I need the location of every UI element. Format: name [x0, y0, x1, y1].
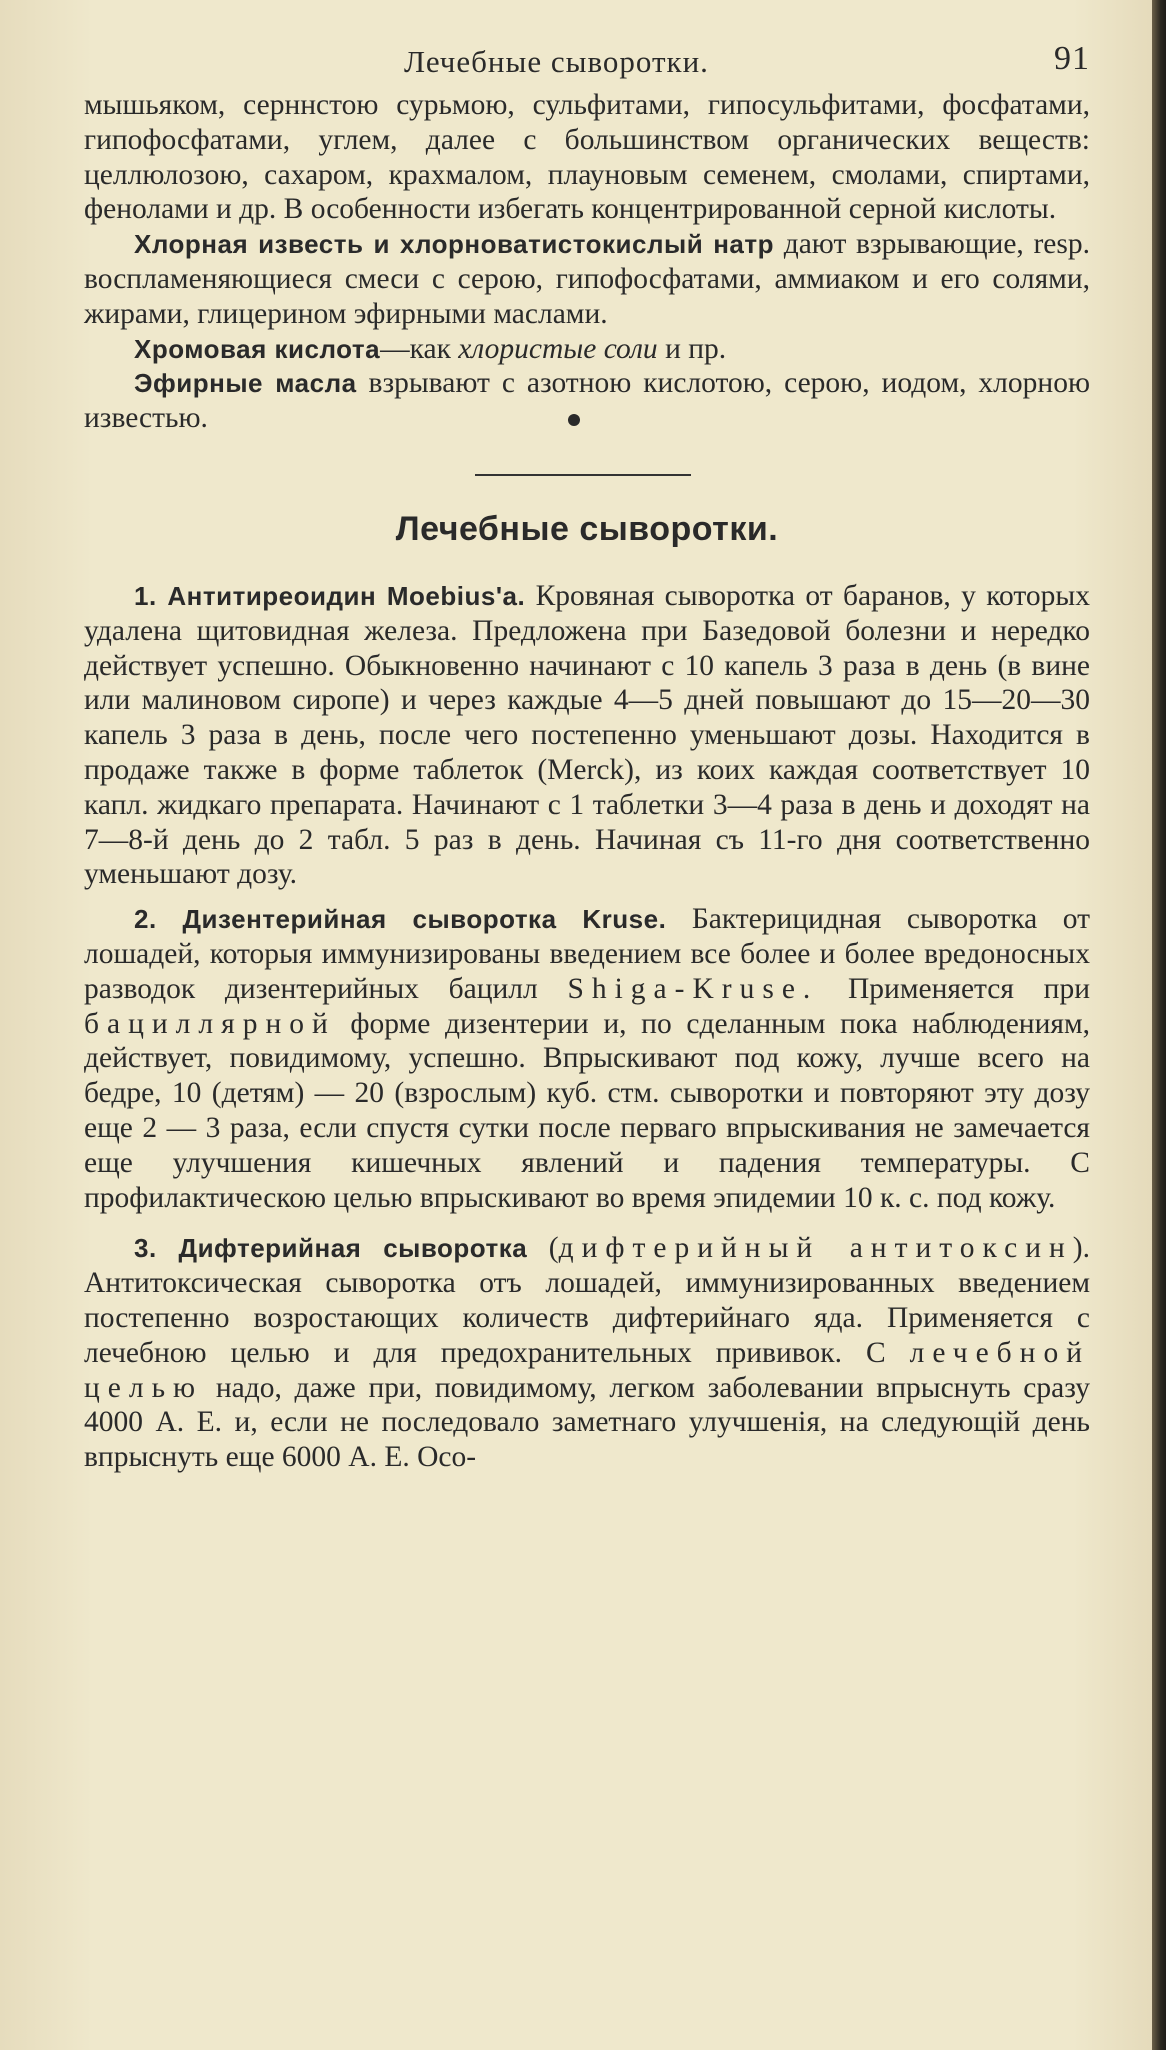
entry-antithyreoidin	[84, 579, 1090, 892]
paragraph-text: и пр.	[657, 332, 727, 365]
spaced-term: бациллярной	[84, 1007, 336, 1040]
paragraph-continuation: мышьяком, серннстою сурьмою, сульфитами, гипосульфитами, фосфатами, гипофосфатами, углем, далее с большинством органических веществ: целлюлозою, сахаром, крахмалом, плауновым семенем, смолами, спиртами, фенолами и др. В особенности избегать концентрированной серной кислоты.	[84, 89, 1090, 226]
entry-text: форме дизентерии и, по сделанным пока наблюдениям, действует, повидимому, успешно. Впрыскивают под кожу, лучше всего на бедре, 10 (детям) — 20 (взрослым) куб. стм. сыворотки и повторяют эту дозу еще 2 — 3 раза, если спустя сутки после перваго впрыскивания не замечается еще улучшения кишечных явлений и падения температуры. С профилактическою целью впрыскивают во время эпидемии 10 к. с. под кожу.	[84, 1007, 1090, 1214]
paragraph-text: взрывают с азотною кислотою, серою, иодом, хлорною известью.	[84, 367, 1090, 435]
entry-text: Кровяная сыворотка от баранов, у которых удалена щитовидная железа. Предложена при Базедовой болезни и нередко действует успешно. Обыкновенно начинают с 10 капель 3 раза в день (в вине или малиновом сиропе) и через каждые 4—5 дней повышают до 15—20—30 капель 3 раза в день, после чего постепенно уменьшают дозы. Находится в продаже также в форме таблеток (Merck), из коих каждая соответствует 10 капл. жидкаго препарата. Начинают с 1 таблетки 3—4 раза в день и доходят на 7—8-й день до 2 табл. 5 раз в день. Начиная съ 11-го дня соответственно уменьшают дозу.	[84, 579, 1090, 891]
spacer	[84, 892, 1090, 902]
entry-text: ). Антитоксическая сыворотка отъ лошадей, иммунизированных введением постепенно возростающих количеств дифтерийнаго яда. Применяется с лечебною целью и для предохранительных прививок. С	[84, 1232, 1090, 1369]
italic-reference: хлористые соли	[458, 332, 658, 365]
entry-text: Бактерицидная сыворотка от лошадей, которыя иммунизированы введением все более и более вредоносных разводок дизентерийных бацилл	[84, 903, 1090, 1005]
page-content	[84, 38, 1090, 1475]
term-heading: Хромовая кислота	[134, 333, 381, 364]
entry-heading: 3. Дифтерийная сыворотка	[134, 1233, 528, 1264]
entry-text: (	[527, 1232, 559, 1265]
entry-heading: 2. Дизентерийная сыворотка Kruse.	[134, 904, 667, 935]
page-edge-shadow	[1152, 0, 1166, 2050]
paragraph-text: —как	[380, 332, 459, 365]
running-title: Лечебные сыворотки.	[404, 44, 709, 79]
section-title: Лечебные сыворотки.	[395, 509, 779, 548]
spaced-term: лечебной целью	[84, 1336, 1090, 1404]
paragraph-text: дают взрывающие, resp. воспламеняющиеся смеси с серою, гипофосфатами, аммиаком и его солями, жирами, глицерином эфирными маслами.	[84, 228, 1091, 330]
paragraph-chromic-acid	[84, 332, 1090, 367]
entry-dysentery-serum	[84, 902, 1090, 1215]
term-heading: Эфирные масла	[134, 368, 357, 399]
paragraph-essential-oils	[84, 366, 1090, 436]
entry-heading: 1. Антитиреоидин Moebius'a.	[134, 580, 526, 611]
section-divider	[475, 474, 691, 476]
entry-text: Применяется при	[818, 972, 1090, 1005]
spaced-term: Shiga-Kruse.	[567, 972, 819, 1005]
paragraph-chlorine-lime	[84, 227, 1090, 331]
ink-dot	[568, 414, 580, 426]
spacer	[84, 1215, 1090, 1231]
spaced-term: дифтерийный антитоксин	[558, 1232, 1073, 1265]
page-number: 91	[1054, 40, 1090, 77]
term-heading: Хлорная известь и хлорноватистокислый натр	[134, 229, 775, 260]
entry-diphtheria-serum	[84, 1231, 1090, 1475]
running-header	[84, 38, 1090, 88]
entry-text: надо, даже при, повидимому, легком заболевании впрыснуть сразу 4000 А. Е. и, если не последовало заметнаго улучшенія, на следующій день впрыснуть еще 6000 А. Е. Осо-	[84, 1371, 1090, 1474]
